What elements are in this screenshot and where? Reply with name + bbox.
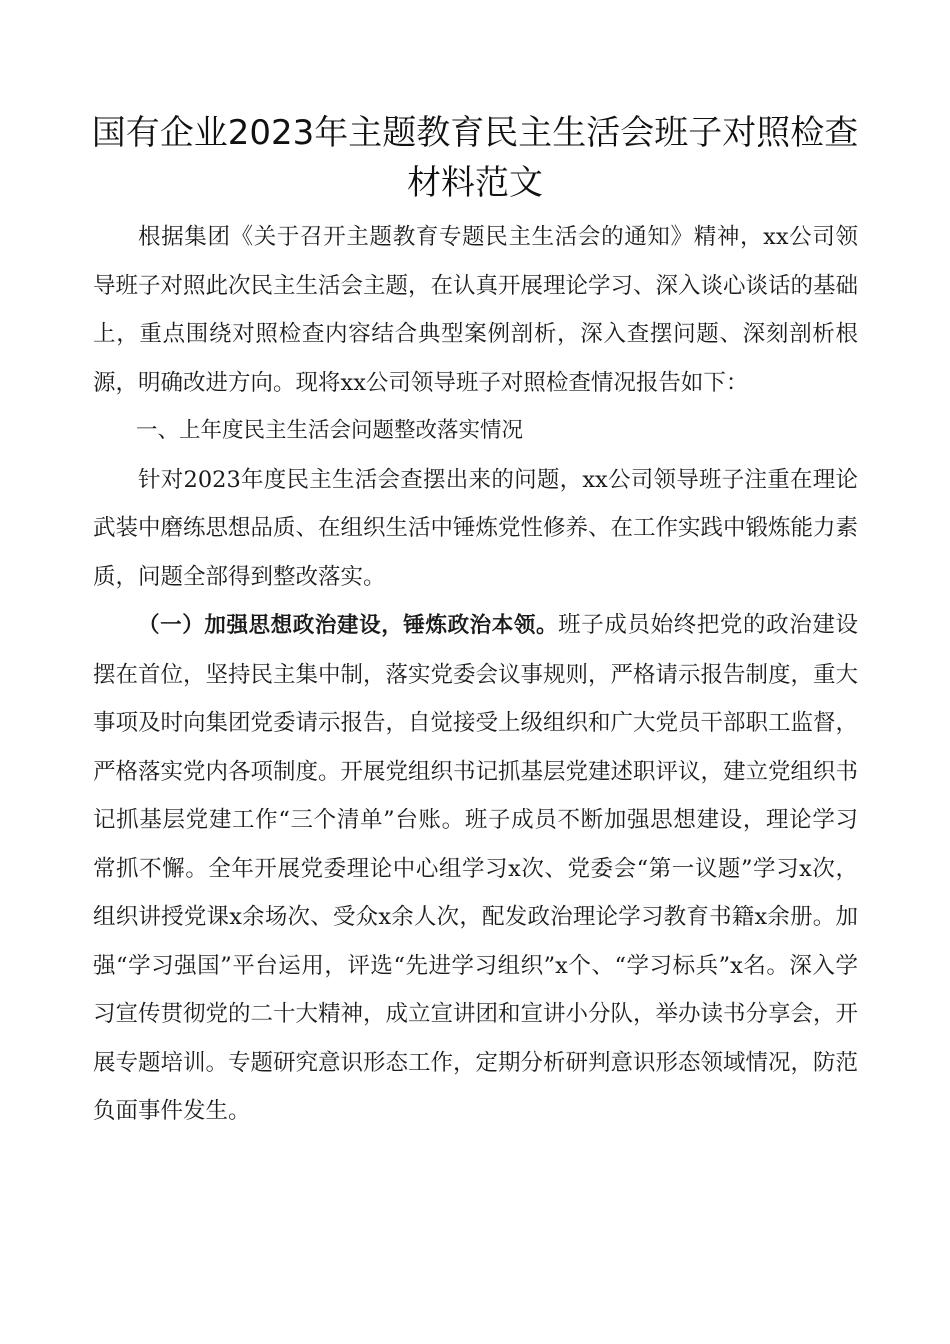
document-body	[93, 213, 858, 1136]
section-1-heading: 一、上年度民主生活会问题整改落实情况	[136, 418, 524, 443]
intro-paragraph: 根据集团《关于召开主题教育专题民主生活会的通知》精神，xx公司领导班子对照此次民主生活会主题，在认真开展理论学习、深入谈心谈话的基础上，重点围绕对照检查内容结合典型案例剖析，深入查摆问题、深刻剖析根源，明确改进方向。现将xx公司领导班子对照检查情况报告如下：	[93, 224, 859, 396]
subsection-1-paragraph	[93, 601, 858, 1136]
subsection-1-text: 班子成员始终把党的政治建设摆在首位，坚持民主集中制，落实党委会议事规则，严格请示报告制度，重大事项及时向集团党委请示报告，自觉接受上级组织和广大党员干部职工监督，严格落实党内各项制度。开展党组织书记抓基层党建述职评议，建立党组织书记抓基层党建工作“三个清单”台账。班子成员不断加强思想建设，理论学习常抓不懈。全年开展党委理论中心组学习x次、党委会“第一议题”学习x次，组织讲授党课x余场次、受众x余人次，配发政治理论学习教育书籍x余册。加强“学习强国”平台运用，评选“先进学习组织”x个、“学习标兵”x名。深入学习宣传贯彻党的二十大精神，成立宣讲团和宣讲小分队，举办读书分享会，开展专题培训。专题研究意识形态工作，定期分析研判意识形态领域情况，防范负面事件发生。	[93, 612, 859, 1124]
section-1-paragraph: 针对2023年度民主生活会查摆出来的问题，xx公司领导班子注重在理论武装中磨练思想品质、在组织生活中锤炼党性修养、在工作实践中锻炼能力素质，问题全部得到整改落实。	[93, 466, 859, 590]
subsection-1-lead: （一）加强思想政治建设，锤炼政治本领。	[138, 613, 559, 638]
document-title: 国有企业2023年主题教育民主生活会班子对照检查材料范文	[91, 113, 859, 203]
